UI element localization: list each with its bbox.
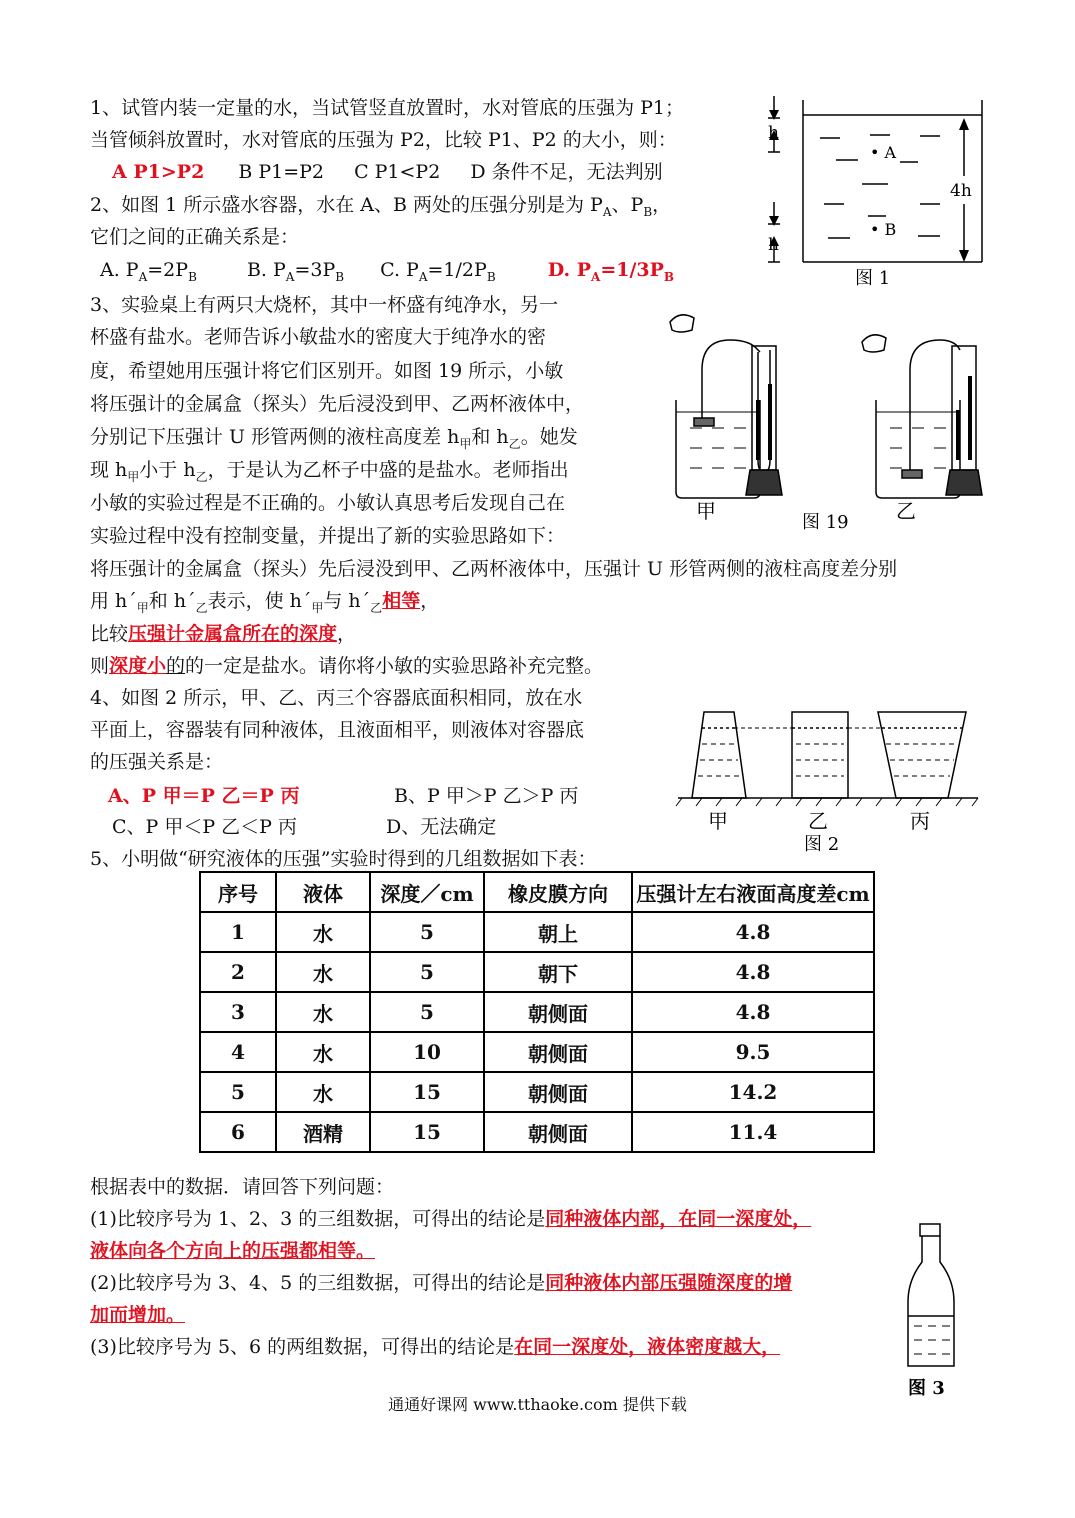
fig19-caption: 图 19 xyxy=(802,512,849,533)
table-row xyxy=(200,1112,874,1152)
q4-options-row xyxy=(112,815,497,839)
data-table xyxy=(199,871,875,1153)
table-cell: 朝上 xyxy=(484,912,632,952)
figure-1 xyxy=(760,92,995,292)
q1-option-b: B P1=P2 xyxy=(238,161,325,183)
q5-answer2-line1: (2)比较序号为 3、4、5 的三组数据，可得出的结论是同种液体内部压强随深度的增 xyxy=(90,1272,793,1294)
q5-after-table: 根据表中的数据．请回答下列问题： xyxy=(90,1176,395,1198)
table-cell: 朝侧面 xyxy=(484,1072,632,1112)
q3-line4: 将压强计的金属盒（探头）先后浸没到甲、乙两杯液体中， xyxy=(90,393,585,415)
q3-answer-shallower: 深度小 xyxy=(109,655,167,677)
figure-19 xyxy=(650,300,990,540)
fig1-4h-label: 4h xyxy=(950,181,972,201)
table-header-cell: 橡皮膜方向 xyxy=(484,872,632,912)
table-cell: 1 xyxy=(200,912,276,952)
q2-option-a: A. $P_A=2P_B$ xyxy=(100,259,197,284)
q3-answer-equal: 相等 xyxy=(382,590,421,612)
table-cell: 朝侧面 xyxy=(484,1032,632,1072)
q4-answer: A、P 甲＝P 乙＝P 丙 xyxy=(108,785,300,807)
q1-line2: 当管倾斜放置时，水对管底的压强为 P2，比较 P1、P2 的大小，则： xyxy=(90,129,677,151)
table-cell: 5 xyxy=(370,992,484,1032)
table-header-cell: 液体 xyxy=(276,872,370,912)
table-cell: 4.8 xyxy=(632,952,874,992)
q3-answer-depth: 压强计金属盒所在的深度 xyxy=(128,623,338,645)
q3-line8: 实验过程中没有控制变量，并提出了新的实验思路如下： xyxy=(90,525,566,547)
q5-answer2-line2: 加而增加。 xyxy=(90,1304,186,1326)
table-cell: 6 xyxy=(200,1112,276,1152)
fig1-h-top: h xyxy=(768,123,779,143)
q5-answer1-line1: (1)比较序号为 1、2、3 的三组数据，可得出的结论是同种液体内部，在同一深度处， xyxy=(90,1208,812,1230)
figure-2 xyxy=(672,700,984,860)
table-header-cell: 序号 xyxy=(200,872,276,912)
fig19-label-jia: 甲 xyxy=(696,499,716,523)
q1-option-c: C P1<P2 xyxy=(354,161,441,183)
fig2-label-jia: 甲 xyxy=(708,809,728,833)
q2-option-b: B. $P_A=3P_B$ xyxy=(246,259,345,284)
q2-line2: 它们之间的正确关系是： xyxy=(90,226,300,248)
table-cell: 11.4 xyxy=(632,1112,874,1152)
fig2-label-yi: 乙 xyxy=(808,809,828,833)
q4-option-d: D、无法确定 xyxy=(386,816,497,838)
q3-line9: 将压强计的金属盒（探头）先后浸没到甲、乙两杯液体中，压强计 U 形管两侧的液柱高度差分别 xyxy=(90,558,898,580)
figure-3 xyxy=(898,1222,964,1402)
table-cell: 朝侧面 xyxy=(484,1112,632,1152)
table-cell: 9.5 xyxy=(632,1032,874,1072)
q5-answer1-line2: 液体向各个方向上的压强都相等。 xyxy=(90,1240,376,1262)
table-cell: 5 xyxy=(200,1072,276,1112)
table-header-row xyxy=(200,872,874,912)
q1-option-d: D 条件不足，无法判别 xyxy=(470,161,663,183)
q5-intro: 5、小明做“研究液体的压强”实验时得到的几组数据如下表： xyxy=(90,848,597,870)
table-cell: 水 xyxy=(276,992,370,1032)
fig19-label-yi: 乙 xyxy=(896,499,916,523)
fig1-h-bottom: h xyxy=(768,235,779,255)
q3-line7: 小敏的实验过程是不正确的。小敏认真思考后发现自己在 xyxy=(90,492,566,514)
q3-line11: 比较压强计金属盒所在的深度， xyxy=(90,623,357,645)
table-row xyxy=(200,912,874,952)
table-cell: 2 xyxy=(200,952,276,992)
table-cell: 水 xyxy=(276,1032,370,1072)
footer: 通通好课网 www.tthaoke.com 提供下载 xyxy=(388,1395,687,1414)
q3-line5: 分别记下压强计 U 形管两侧的液柱高度差 $h_甲$和 $h_乙$。她发 xyxy=(90,426,578,451)
q4-line2: 平面上，容器装有同种液体，且液面相平，则液体对容器底 xyxy=(90,719,585,741)
table-cell: 15 xyxy=(370,1072,484,1112)
table-header-cell: 压强计左右液面高度差cm xyxy=(632,872,874,912)
table-cell: 酒精 xyxy=(276,1112,370,1152)
q1-line1: 1、试管内装一定量的水，当试管竖直放置时，水对管底的压强为 P1； xyxy=(90,97,685,119)
q1-options xyxy=(112,160,663,184)
table-cell: 水 xyxy=(276,912,370,952)
table-row xyxy=(200,1072,874,1112)
q3-line10: 用 $h´_甲$和 $h´_乙$表示，使 $h´_甲$与 $h´_乙$相等， xyxy=(90,590,440,615)
table-cell: 10 xyxy=(370,1032,484,1072)
q2-option-c: C. $P_A=1/2P_B$ xyxy=(380,259,496,284)
q1-answer: A P1>P2 xyxy=(112,161,205,183)
table-cell: 朝侧面 xyxy=(484,992,632,1032)
q3-line2: 杯盛有盐水。老师告诉小敏盐水的密度大于纯净水的密 xyxy=(90,326,547,348)
fig3-caption: 图 3 xyxy=(908,1378,945,1399)
table-cell: 水 xyxy=(276,952,370,992)
q2-options xyxy=(100,258,674,289)
table-row xyxy=(200,952,874,992)
q2-answer: D. $P_A=1/3P_B$ xyxy=(547,259,675,284)
table-cell: 4.8 xyxy=(632,912,874,952)
q2-line1: 2、如图 1 所示盛水容器，水在 A、B 两处的压强分别是为 $P_A$、$P_B$， xyxy=(90,194,672,219)
table-cell: 5 xyxy=(370,952,484,992)
fig2-label-bing: 丙 xyxy=(910,809,930,833)
table-cell: 15 xyxy=(370,1112,484,1152)
fig2-caption: 图 2 xyxy=(804,834,840,855)
q4-option-c: C、P 甲＜P 乙＜P 丙 xyxy=(112,816,298,838)
fig1-point-b: • B xyxy=(870,220,897,239)
table-cell: 14.2 xyxy=(632,1072,874,1112)
table-cell: 3 xyxy=(200,992,276,1032)
q4-line1: 4、如图 2 所示，甲、乙、丙三个容器底面积相同，放在水 xyxy=(90,687,583,709)
table-cell: 水 xyxy=(276,1072,370,1112)
table-cell: 4.8 xyxy=(632,992,874,1032)
q5-answer3: (3)比较序号为 5、6 的两组数据，可得出的结论是在同一深度处，液体密度越大， xyxy=(90,1336,781,1358)
table-row xyxy=(200,1032,874,1072)
table-header-cell: 深度／cm xyxy=(370,872,484,912)
q4-answer-row xyxy=(108,784,579,808)
q3-line3: 度，希望她用压强计将它们区别开。如图 19 所示，小敏 xyxy=(90,360,564,382)
fig1-point-a: • A xyxy=(870,143,897,162)
table-row xyxy=(200,992,874,1032)
fig1-caption: 图 1 xyxy=(855,268,891,289)
q3-line12: 则深度小的的一定是盐水。请你将小敏的实验思路补充完整。 xyxy=(90,655,604,677)
q3-line1: 3、实验桌上有两只大烧杯，其中一杯盛有纯净水，另一 xyxy=(90,294,559,316)
table-cell: 4 xyxy=(200,1032,276,1072)
q4-option-b: B、P 甲＞P 乙＞P 丙 xyxy=(394,785,579,807)
table-cell: 5 xyxy=(370,912,484,952)
q3-line6: 现 $h_甲$小于 $h_乙$，于是认为乙杯子中盛的是盐水。老师指出 xyxy=(90,459,569,484)
table-cell: 朝下 xyxy=(484,952,632,992)
q4-line3: 的压强关系是： xyxy=(90,751,224,773)
